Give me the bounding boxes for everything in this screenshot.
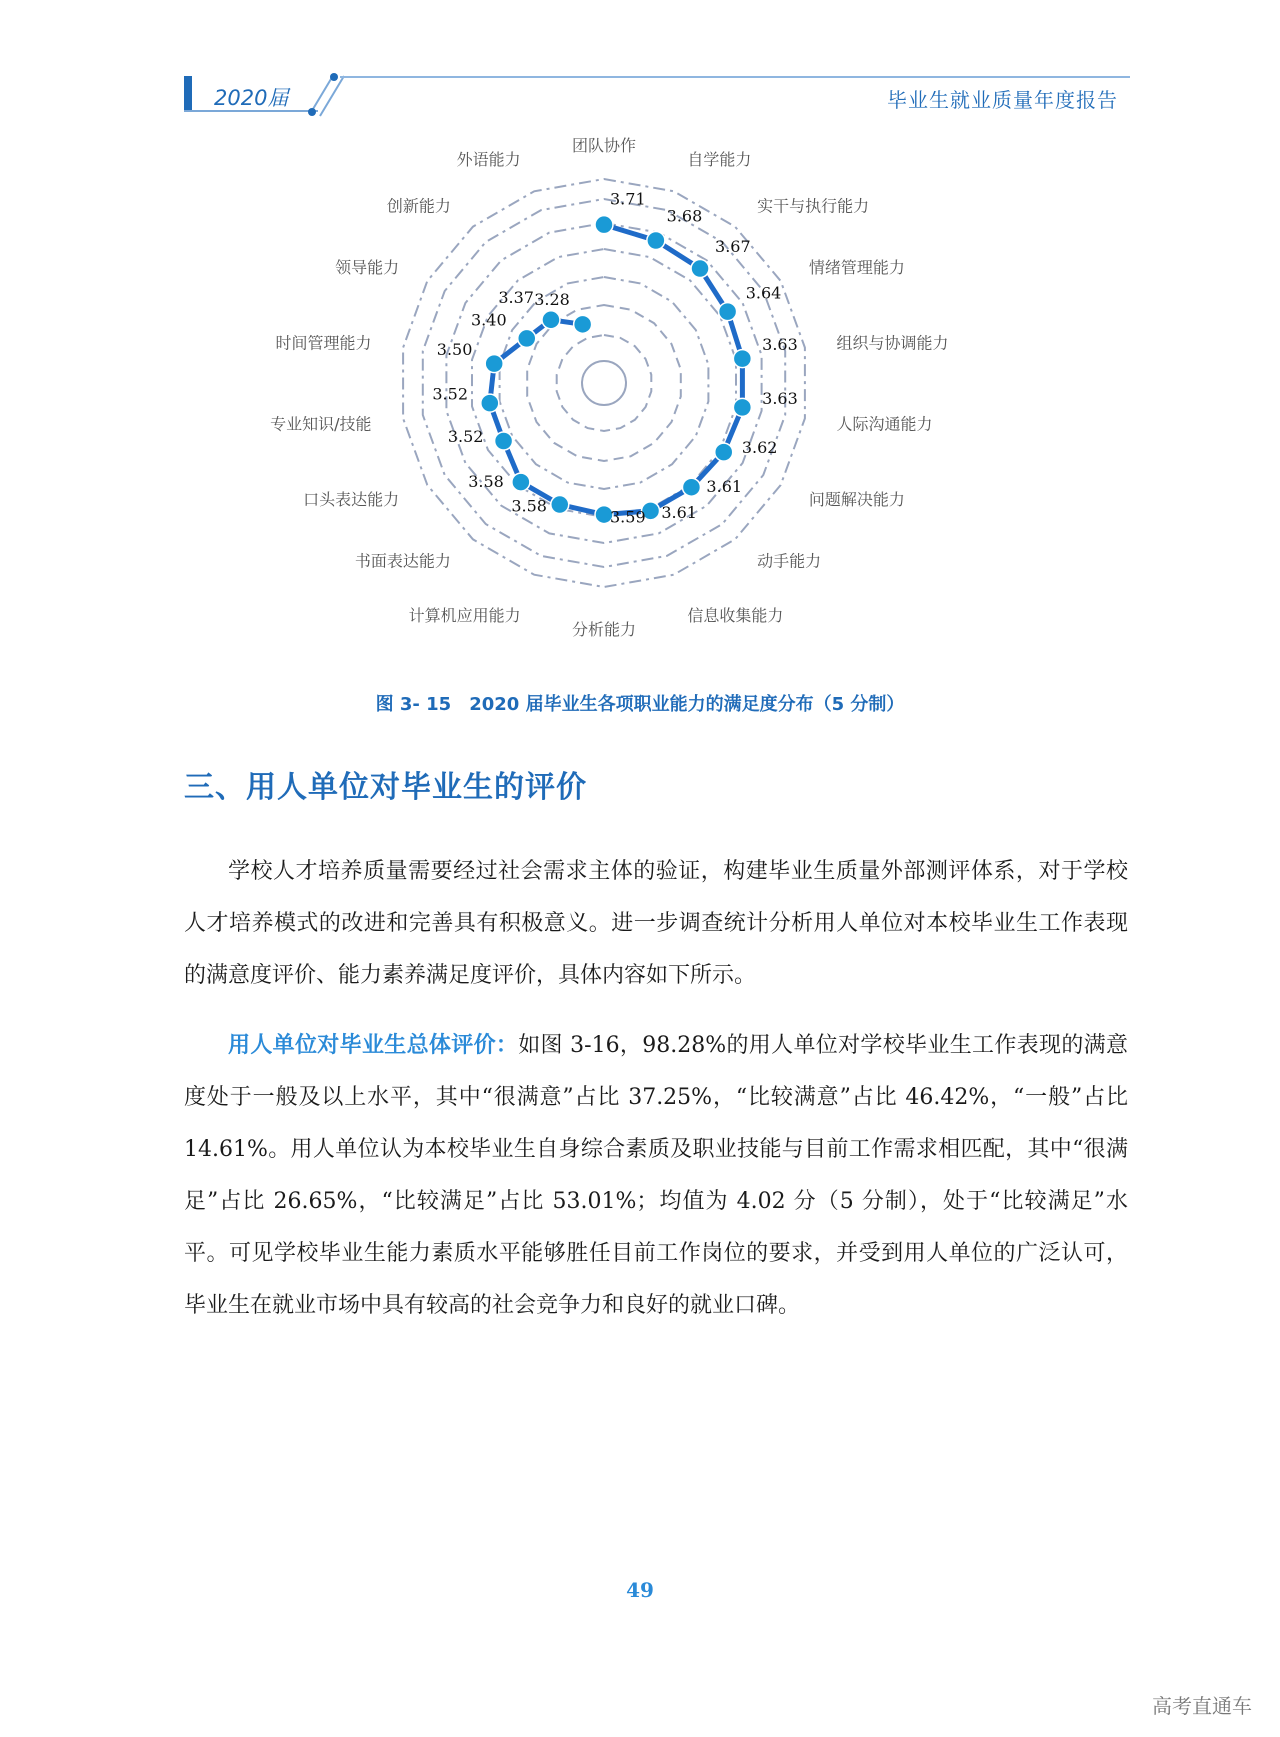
data-point-marker: [551, 496, 569, 514]
category-label: 书面表达能力: [354, 551, 451, 571]
data-point-marker: [647, 232, 665, 250]
value-label: 3.61: [706, 476, 743, 496]
grid-center-circle: [582, 361, 626, 405]
radar-chart: [0, 136, 1280, 680]
radar-chart-svg: [0, 136, 1280, 680]
grid-ring: [500, 277, 709, 489]
category-label: 人际沟通能力: [836, 414, 933, 434]
category-label: 实干与执行能力: [757, 196, 870, 216]
data-point-marker: [485, 355, 503, 373]
value-label: 3.63: [762, 388, 798, 408]
overall-evaluation-paragraph: [184, 1020, 1151, 1332]
intro-paragraph-text: 学校人才培养质量需要经过社会需求主体的验证，构建毕业生质量外部测评体系，对于学校人才培养模式的改进和完善具有积极意义。进一步调查统计分析用人单位对本校毕业生工作表现的满意度评价、能力素养满足度评价，具体内容如下所示。: [184, 859, 1128, 988]
data-point-marker: [719, 303, 737, 321]
header-report-title: 毕业生就业质量年度报告: [887, 88, 1118, 112]
value-label: 3.61: [661, 502, 697, 522]
value-label: 3.64: [745, 283, 782, 303]
data-point-marker: [715, 443, 733, 461]
header-year: 2020届: [214, 86, 289, 110]
category-label: 动手能力: [757, 551, 822, 571]
data-point-marker: [542, 311, 560, 329]
category-label: 外语能力: [456, 149, 521, 169]
value-label: 3.63: [762, 335, 798, 355]
value-label: 3.58: [511, 496, 547, 516]
value-label: 3.40: [471, 310, 507, 330]
page-number: 49: [626, 1578, 654, 1602]
overall-evaluation-text: 如图 3-16，98.28%的用人单位对学校毕业生工作表现的满意度处于一般及以上水平，其中“很满意”占比 37.25%，“比较满意”占比 46.42%，“一般”占比 14.61%。用人单位认为本校毕业生自身综合素质及职业技能与目前工作需求相匹配，其中“很满足”占比 26.65%，“比较满足”占比 53.01%；均值为 4.02 分（5 分制），处于“比较满足”水平。可见学校毕业生能力素质水平能够胜任目前工作岗位的要求，并受到用人单位的广泛认可，毕业生在就业市场中具有较高的社会竞争力和良好的就业口碑。: [184, 1033, 1151, 1318]
intro-paragraph: [184, 846, 1128, 1002]
value-label: 3.68: [666, 206, 703, 226]
data-point-marker: [518, 329, 536, 347]
data-point-marker: [574, 315, 592, 333]
data-point-marker: [595, 216, 613, 234]
data-point-marker: [512, 473, 530, 491]
overall-evaluation-lead: 用人单位对毕业生总体评价：: [228, 1033, 519, 1058]
category-label: 信息收集能力: [687, 606, 784, 626]
category-label: 团队协作: [571, 136, 637, 155]
value-label: 3.28: [534, 290, 570, 310]
watermark: 高考直通车: [1152, 1694, 1252, 1718]
data-point-marker: [733, 350, 751, 368]
data-point-marker: [495, 432, 513, 450]
page-header: [0, 0, 1280, 120]
value-label: 3.52: [432, 384, 469, 404]
header-rule: [340, 76, 1130, 78]
value-label: 3.71: [610, 189, 646, 209]
header-accent-bar: [184, 76, 192, 110]
category-label: 组织与协调能力: [836, 333, 949, 353]
category-label: 分析能力: [571, 620, 637, 639]
category-label: 创新能力: [386, 196, 451, 216]
category-label: 问题解决能力: [808, 490, 905, 509]
data-point-marker: [691, 260, 709, 278]
value-label: 3.62: [741, 438, 778, 458]
category-label: 计算机应用能力: [408, 606, 521, 626]
value-label: 3.50: [436, 340, 473, 360]
figure-caption: 图 3- 15 2020 届毕业生各项职业能力的满足度分布（5 分制）: [375, 694, 905, 715]
value-label: 3.67: [715, 236, 751, 256]
category-label: 自学能力: [687, 149, 752, 169]
category-label: 情绪管理能力: [808, 258, 905, 277]
value-label: 3.59: [610, 507, 646, 527]
data-point-marker: [682, 478, 700, 496]
grid-ring: [557, 335, 652, 431]
section-title: 三、用人单位对毕业生的评价: [184, 770, 587, 805]
category-label: 时间管理能力: [275, 333, 372, 353]
data-point-marker: [481, 394, 499, 412]
value-label: 3.52: [447, 426, 484, 446]
value-label: 3.58: [468, 471, 504, 491]
header-slash-decoration-icon: [290, 64, 350, 124]
category-label: 专业知识/技能: [270, 414, 372, 434]
value-label: 3.37: [498, 288, 534, 308]
category-label: 领导能力: [335, 258, 400, 277]
category-label: 口头表达能力: [303, 490, 400, 509]
data-point-marker: [733, 398, 751, 416]
